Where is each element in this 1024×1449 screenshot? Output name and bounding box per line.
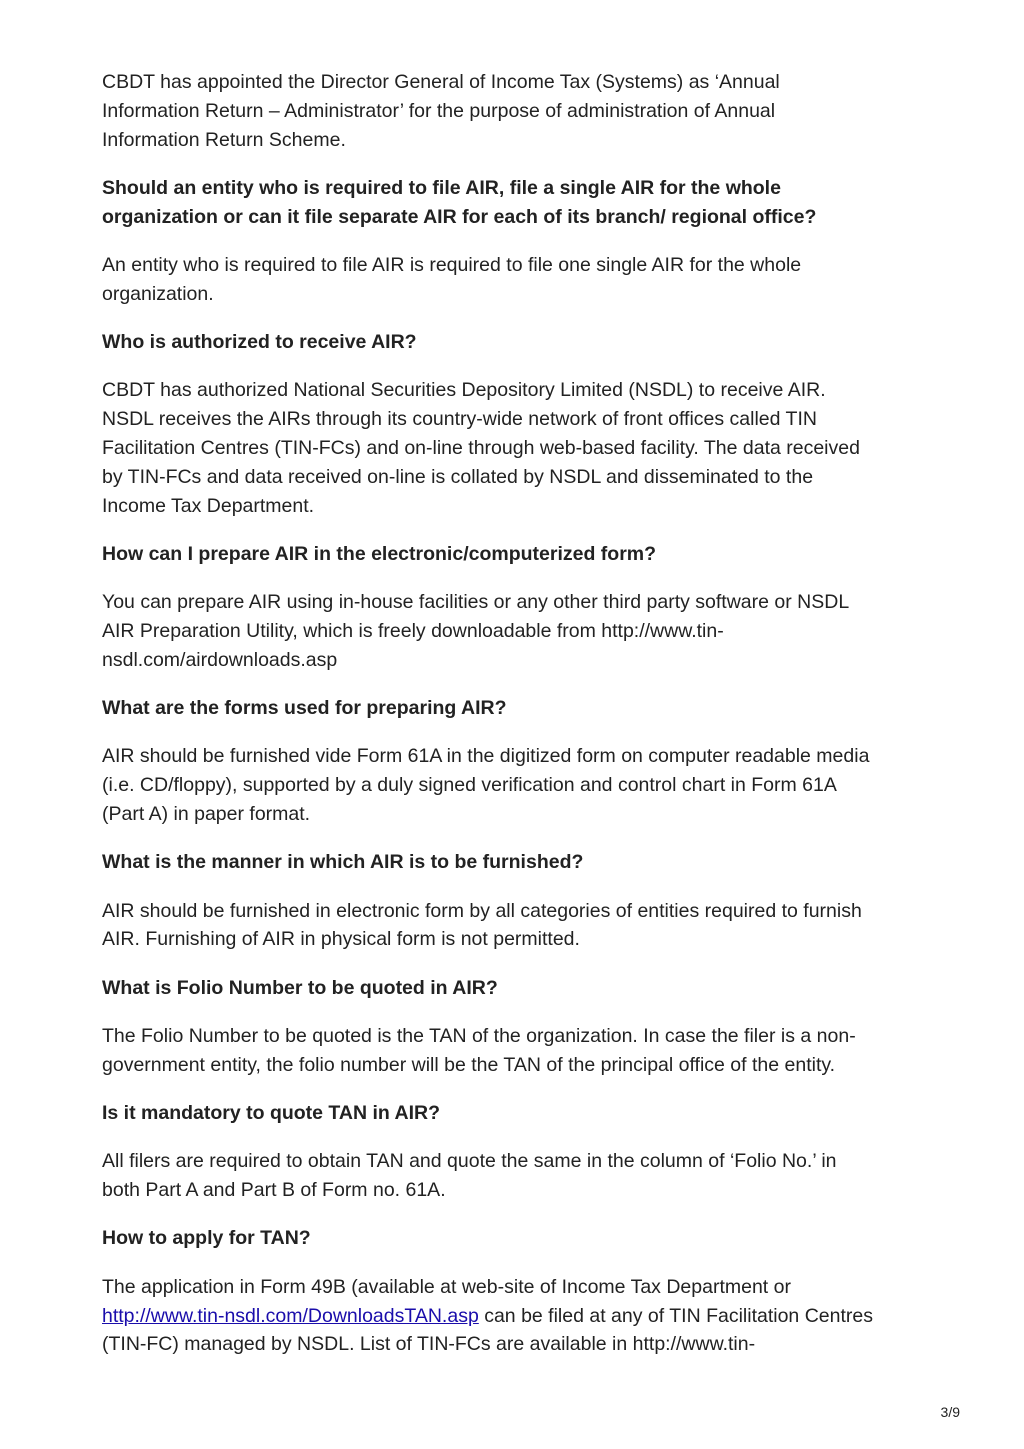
question-manner-furnished [102,848,922,877]
text-line: You can prepare AIR using in-house facilities or any other third party software or NSDL [102,591,850,614]
text-line: by TIN-FCs and data received on-line is collated by NSDL and disseminated to the [102,465,814,488]
question-folio-number [102,974,922,1003]
question-authorized-receiver [102,328,922,357]
downloads-tan-link[interactable]: http://www.tin-nsdl.com/DownloadsTAN.asp [102,1304,479,1327]
text-line: government entity, the folio number will be the TAN of the principal office of the entity. [102,1053,836,1076]
text-line: Facilitation Centres (TIN-FCs) and on-line through web-based facility. The data received [102,436,860,459]
text-line: Income Tax Department. [102,494,315,517]
question-line: Is it mandatory to quote TAN in AIR? [102,1102,440,1125]
text-line: (i.e. CD/floppy), supported by a duly signed verification and control chart in Form 61A [102,774,837,797]
question-line: How can I prepare AIR in the electronic/computerized form? [102,542,657,565]
text-line: NSDL receives the AIRs through its country-wide network of front offices called TIN [102,408,817,431]
question-forms-used [102,694,922,723]
text-line: AIR Preparation Utility, which is freely downloadable from http://www.tin- [102,619,724,642]
question-line: What is the manner in which AIR is to be furnished? [102,851,584,874]
page-number: 3/9 [940,1404,960,1420]
text-line: both Part A and Part B of Form no. 61A. [102,1179,446,1202]
text-fragment: can be filed at any of TIN Facilitation Centres [478,1304,873,1327]
answer-folio-number [102,1022,922,1080]
question-prepare-air [102,540,922,569]
text-line: Information Return Scheme. [102,128,346,151]
answer-apply-tan [102,1273,922,1359]
question-line: What is Folio Number to be quoted in AIR? [102,976,498,999]
question-tan-mandatory [102,1099,922,1128]
answer-tan-mandatory [102,1147,922,1205]
document-page [102,68,922,1379]
text-line: (Part A) in paper format. [102,802,311,825]
text-line: All filers are required to obtain TAN and quote the same in the column of ‘Folio No.’ in [102,1150,837,1173]
answer-manner-furnished [102,897,922,955]
intro-paragraph [102,68,922,154]
question-line: What are the forms used for preparing AIR? [102,697,507,720]
text-line: Information Return – Administrator’ for the purpose of administration of Annual [102,99,776,122]
text-line: The Folio Number to be quoted is the TAN of the organization. In case the filer is a non- [102,1024,856,1047]
answer-authorized-receiver [102,376,922,520]
text-line: An entity who is required to file AIR is required to file one single AIR for the whole [102,253,802,276]
question-line: How to apply for TAN? [102,1227,311,1250]
text-line: nsdl.com/airdownloads.asp [102,648,338,671]
text-line: organization. [102,282,214,305]
text-line: CBDT has authorized National Securities Depository Limited (NSDL) to receive AIR. [102,379,826,402]
question-line: Who is authorized to receive AIR? [102,331,417,354]
answer-forms-used [102,742,922,828]
text-line: (TIN-FC) managed by NSDL. List of TIN-FCs are available in http://www.tin- [102,1333,756,1356]
question-single-air [102,174,922,232]
text-line: AIR. Furnishing of AIR in physical form is not permitted. [102,928,580,951]
question-line: organization or can it file separate AIR for each of its branch/ regional office? [102,205,817,228]
text-line-with-link [102,1302,922,1331]
text-line: AIR should be furnished vide Form 61A in the digitized form on computer readable media [102,745,870,768]
text-line: CBDT has appointed the Director General of Income Tax (Systems) as ‘Annual [102,71,780,93]
answer-single-air [102,251,922,309]
answer-prepare-air [102,588,922,674]
text-line: AIR should be furnished in electronic form by all categories of entities required to furnish [102,899,862,922]
text-line: The application in Form 49B (available at web-site of Income Tax Department or [102,1275,791,1298]
question-line: Should an entity who is required to file AIR, file a single AIR for the whole [102,176,781,199]
question-apply-tan [102,1224,922,1253]
